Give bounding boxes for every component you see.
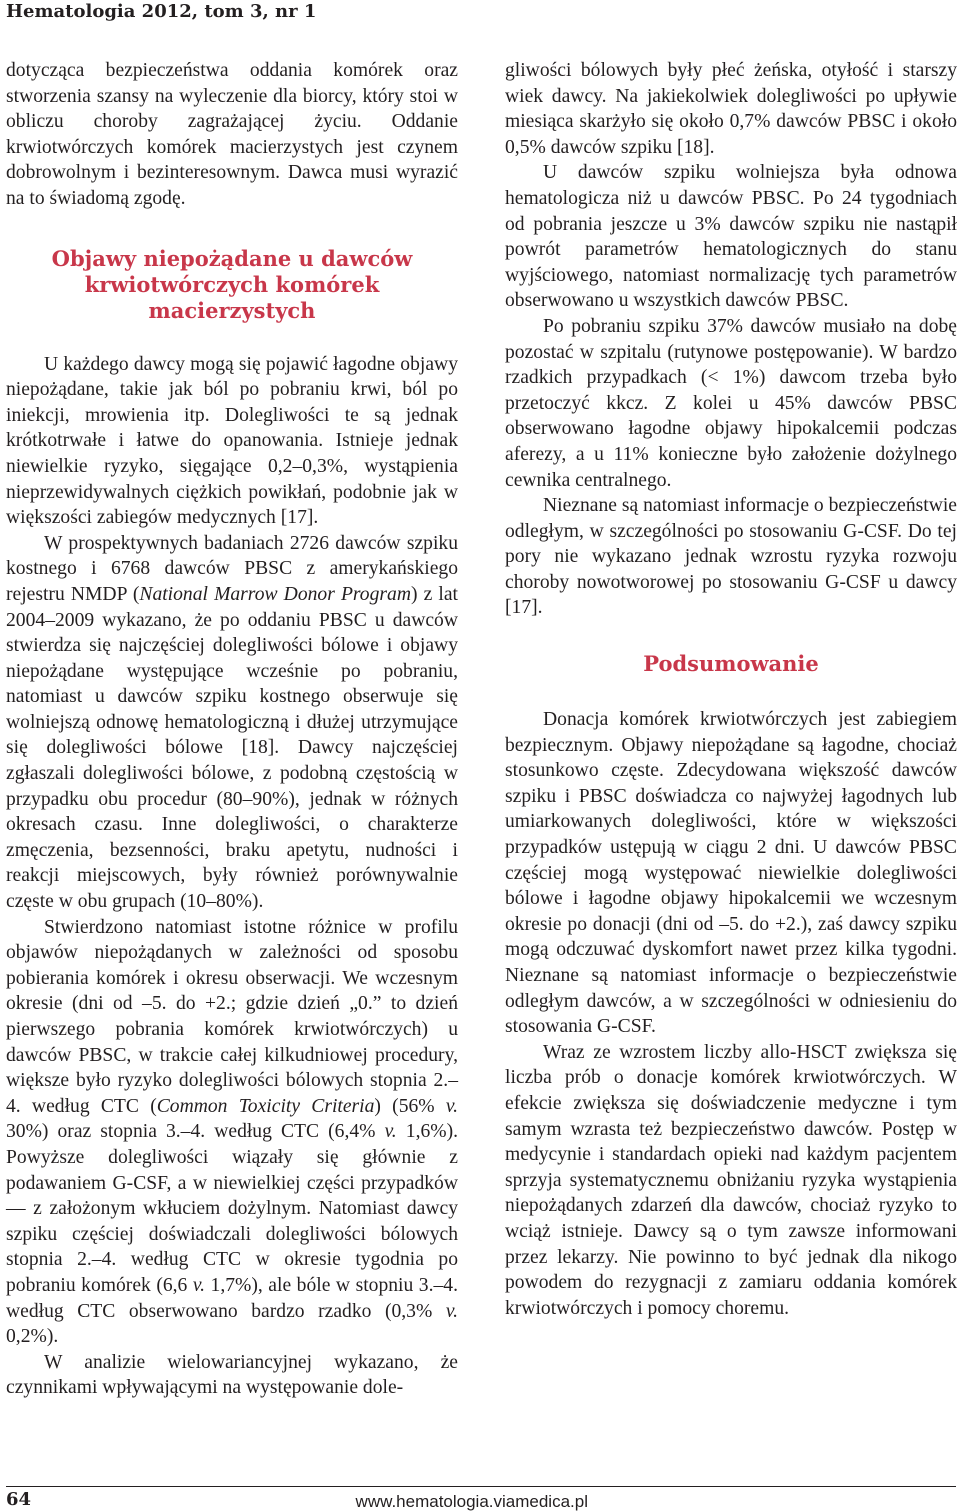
right-column (505, 58, 957, 1321)
section-heading-adverse-effects: Objawy niepożądane u dawców krwiotwórczych komórek macierzystych (51, 245, 413, 323)
italic-versus: v. (445, 1300, 458, 1322)
italic-term: Common Toxicity Criteria (156, 1095, 375, 1117)
paragraph: dotycząca bezpieczeństwa oddania komórek oraz stworzenia szansy na wyleczenie dla biorcy, który stoi w obliczu choroby zagrażającej życiu. Oddanie krwiotwórczych komórek macierzystych jest czynem dobrowolnym i bezinteresownym. Dawca musi wyrazić na to świadomą zgodę. (6, 60, 458, 209)
left-column (6, 58, 458, 1401)
paragraph: Nieznane są natomiast informacje o bezpieczeństwie odległym, w szczególności po stosowaniu G-CSF. Do tej pory nie wykazano jednak wzrostu ryzyka rozwoju choroby nowotworowej po stosowaniu G-CSF u dawcy [17]. (505, 495, 958, 619)
paragraph: W analizie wielowariancyjnej wykazano, że czynnikami wpływającymi na występowanie dole- (6, 1351, 458, 1399)
paragraph: gliwości bólowych były płeć żeńska, otyłość i starszy wiek dawcy. Na jakiekolwiek dolegliwości po upływie miesiąca skarżyło się około 0,7% dawców PBSC i około 0,5% dawców szpiku [18]. (505, 60, 957, 158)
italic-term: National Marrow Donor Program (139, 583, 411, 605)
text-run: W prospektywnych badaniach 2726 dawców szpiku kostnego i 6768 dawców PBSC z amerykańskiego rejestru NMDP ( (6, 532, 458, 605)
text-run: 1,7%), ale bóle w stopniu 3.–4. według CTC obserwowano bardzo rzadko (0,3% (6, 1274, 458, 1322)
italic-versus: v. (445, 1095, 458, 1117)
paragraph: U dawców szpiku wolniejsza była odnowa hematologicza niż u dawców PBSC. Po 24 tygodniach od pobrania jeszcze u 3% dawców szpiku nie nastąpił powrót parametrów hematologicznych do stanu wyjściowego, natomiast normalizację tych parametrów obserwowano u wszystkich dawców PBSC. (505, 162, 957, 312)
text-run: Stwierdzono natomiast istotne różnice w profilu objawów niepożądanych w zależności od sposobu pobierania komórek i okresu obserwacji. We wczesnym okresie (dni od –5. do +2.; gdzie dzień „0.” to dzień pierwszego pobrania komórek krwiotwórczych) u dawców PBSC, w trakcie całej kilkudniowej procedury, większe było ryzyko dolegliwości bólowych stopnia 2.–4. według CTC ( (6, 916, 458, 1117)
text-run: ) z lat 2004–2009 wykazano, że po oddaniu PBSC u dawców stwierdza się najczęściej dolegliwości bólowe i objawy niepożądane występujące wcześnie po pobraniu, natomiast u dawców szpiku kostnego obserwuje się wolniejszą odnowę hematologiczną i dłużej utrzymujące się dolegliwości bólowe [18]. Dawcy najczęściej zgłaszali dolegliwości bólowe, z podobną częstością w przypadku obu procedur (80–90%), jednak w różnych okresach czasu. Inne dolegliwości, o charakterze zmęczenia, bezsenności, braku apetytu, nudności i reakcji miejscowych, były również porównywalnie częste w obu grupach (10–80%). (6, 583, 458, 913)
footer-rule (6, 1486, 956, 1487)
paragraph: Po pobraniu szpiku 37% dawców musiało na dobę pozostać w szpitalu (rutynowe postępowanie). W bardzo rzadkich przypadkach (< 1%) dawcom trzeba było przetoczyć kkcz. Z kolei u 45% dawców PBSC obserwowano łagodne objawy hipokalcemii podczas aferezy, a u 11% konieczne było założenie dożylnego cewnika centralnego. (505, 315, 957, 491)
paragraph: U każdego dawcy mogą się pojawić łagodne objawy niepożądane, takie jak ból po pobraniu krwi, ból po iniekcji, mrowienia itp. Dolegliwości te są jednak krótkotrwałe i łatwe do opanowania. Istnieje jednak niewielkie ryzyko, sięgające 0,2–0,3%, wystąpienia nieprzewidywalnych ciężkich powikłań, podobnie jak w większości zabiegów medycznych [17]. (6, 353, 458, 529)
paragraph: Wraz ze wzrostem liczby allo-HSCT zwiększa się liczba prób o donacje komórek krwiotwórczych. W efekcie zwiększa się doświadczenie medyczne i tym samym wzrasta też bezpieczeństwo dawców. Postęp w medycynie i standardach opieki nad każdym pacjentem sprzyja systematycznemu obniżaniu ryzyka wystąpienia niepożądanych zdarzeń dla dawców, chociaż ryzyko to wciąż istnieje. Dawcy są o tym zawsze informowani przez lekarzy. Nie powinno to być jednak dla nikogo powodem do rezygnacji z zamiaru oddania komórek krwiotwórczych i pomocy choremu. (505, 1041, 957, 1319)
section-heading-summary: Podsumowanie (643, 651, 819, 677)
paragraph: Donacja komórek krwiotwórczych jest zabiegiem bezpiecznym. Objawy niepożądane są łagodne, chociaż stosunkowo częste. Zdecydowana większość dawców szpiku i PBSC doświadcza co najwyżej łagodnych lub umiarkowanych dolegliwości, które w większości przypadków ustępują w ciągu 2 dni. U dawców PBSC częściej mogą występować niewielkie dolegliwości bólowe i łagodne objawy hipokalcemii we wczesnym okresie po donacji (dni od –5. do +2.), zaś dawcy szpiku mogą odczuwać dyskomfort nawet przez kilka tygodni. Nieznane są natomiast informacje o bezpieczeństwie odległym dawców, a w szczególności w odniesieniu do stosowania G-CSF. (505, 709, 957, 1038)
page-number: 64 (6, 1489, 32, 1510)
paragraph (6, 915, 458, 1350)
text-run: 30%) oraz stopnia 3.–4. według CTC (6,4% (6, 1121, 385, 1143)
footer-url[interactable]: www.hematologia.viamedica.pl (355, 1492, 588, 1511)
running-header: Hematologia 2012, tom 3, nr 1 (6, 1, 317, 22)
text-run: ) (56% (374, 1095, 446, 1117)
italic-versus: v. (384, 1121, 397, 1143)
italic-versus: v. (192, 1274, 206, 1296)
text-run: 0,2%). (6, 1326, 59, 1348)
text-run: 1,6%). Powyższe dolegliwości wiązały się głównie z podawaniem G-CSF, a w niewielkiej części przypadków — z założonym wkłuciem dożylnym. Natomiast dawcy szpiku częściej doświadczali dolegliwości bólowych stopnia 2.–4. według CTC w okresie tygodnia po pobraniu komórek (6,6 (6, 1121, 459, 1296)
paragraph (6, 531, 458, 915)
